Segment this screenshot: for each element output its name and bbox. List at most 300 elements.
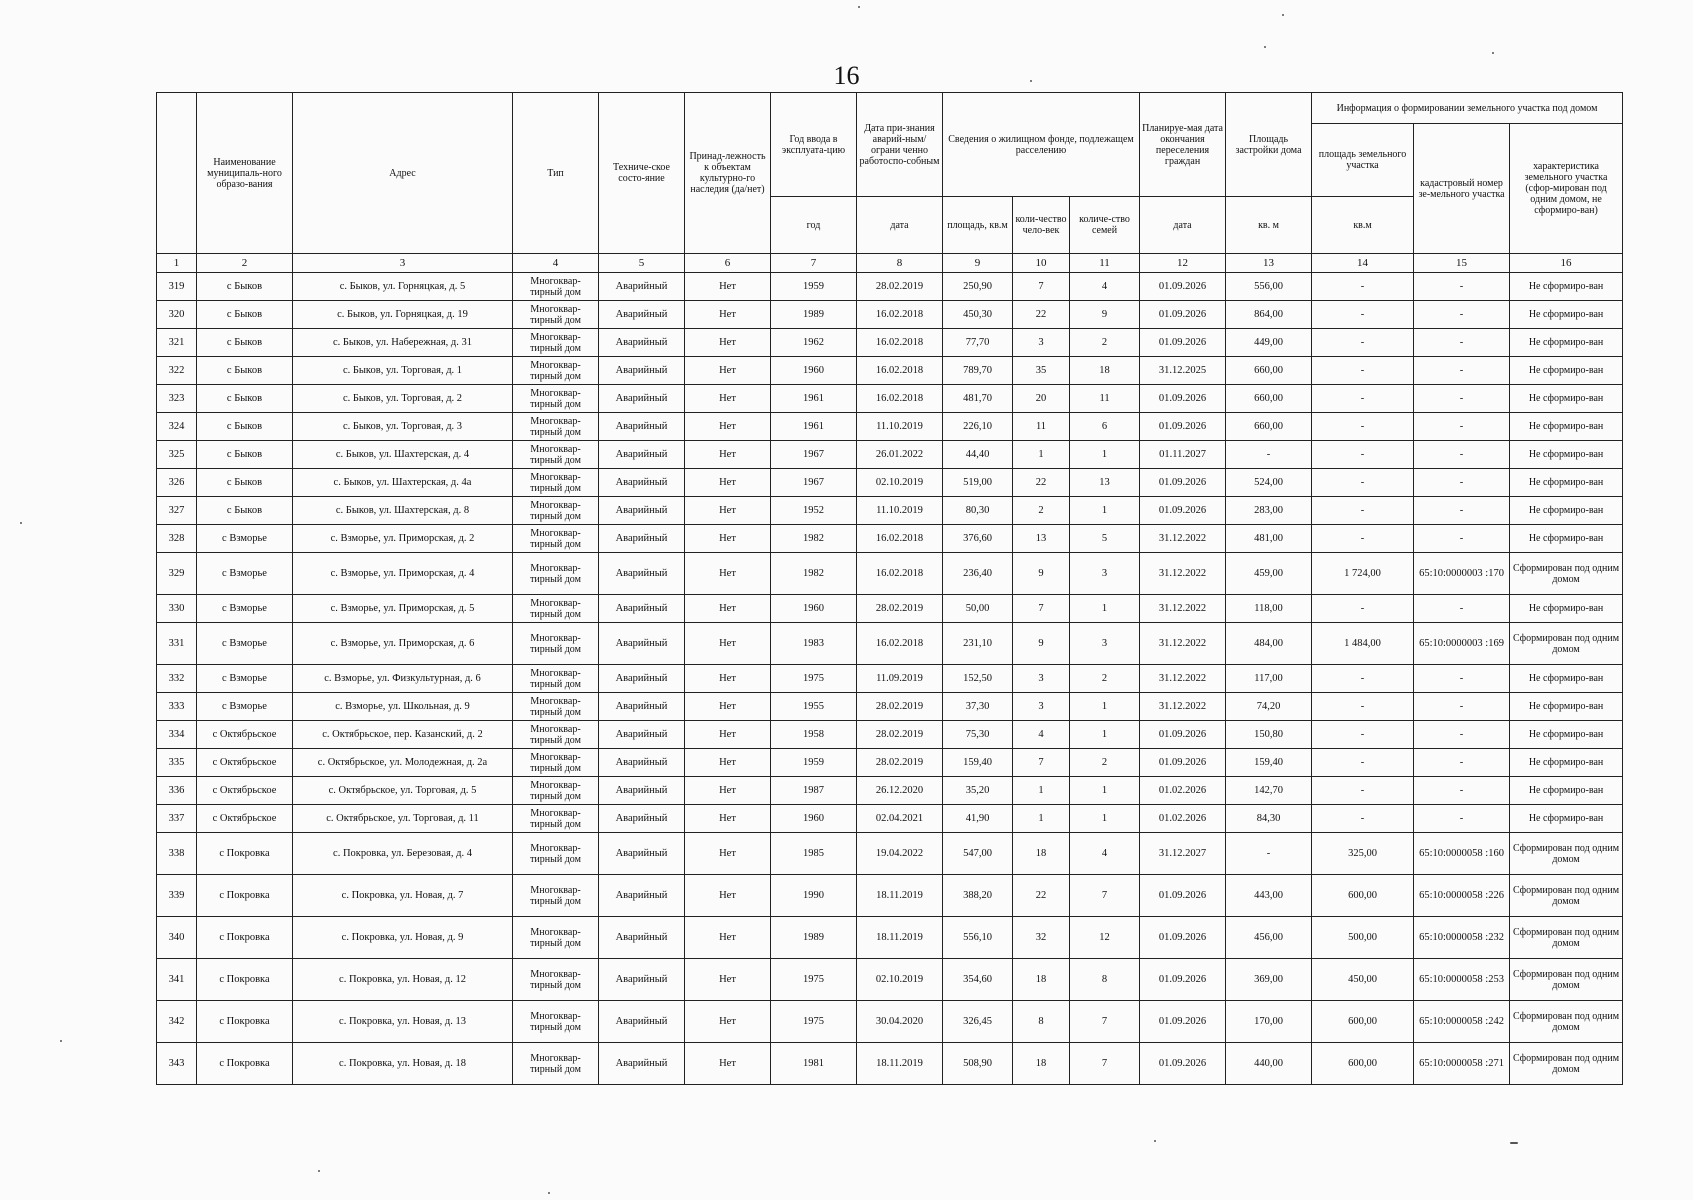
municipality-cell: с Покровка [197, 833, 293, 875]
year-cell: 1960 [771, 805, 857, 833]
address-cell: с. Быков, ул. Торговая, д. 3 [293, 413, 513, 441]
planned-date-cell: 31.12.2025 [1140, 357, 1226, 385]
address-cell: с. Покровка, ул. Новая, д. 7 [293, 875, 513, 917]
header-people: коли-чество чело-век [1013, 197, 1070, 254]
municipality-cell: с Быков [197, 301, 293, 329]
cadastral-cell: - [1414, 385, 1510, 413]
area-cell: 250,90 [943, 273, 1013, 301]
address-cell: с. Октябрьское, ул. Торговая, д. 11 [293, 805, 513, 833]
heritage-cell: Нет [685, 385, 771, 413]
families-cell: 5 [1070, 525, 1140, 553]
cadastral-cell: - [1414, 721, 1510, 749]
state-cell: Аварийный [599, 749, 685, 777]
row-number: 334 [157, 721, 197, 749]
scan-speck [1030, 80, 1032, 82]
state-cell: Аварийный [599, 693, 685, 721]
state-cell: Аварийный [599, 525, 685, 553]
built-area-cell: 84,30 [1226, 805, 1312, 833]
column-number: 5 [599, 254, 685, 273]
planned-date-cell: 01.11.2027 [1140, 441, 1226, 469]
people-cell: 2 [1013, 497, 1070, 525]
heritage-cell: Нет [685, 721, 771, 749]
land-area-cell: - [1312, 777, 1414, 805]
families-cell: 1 [1070, 777, 1140, 805]
built-area-cell: 660,00 [1226, 357, 1312, 385]
municipality-cell: с Покровка [197, 1001, 293, 1043]
state-cell: Аварийный [599, 357, 685, 385]
land-status-cell: Не сформиро-ван [1510, 693, 1623, 721]
planned-date-cell: 01.09.2026 [1140, 329, 1226, 357]
land-status-cell: Не сформиро-ван [1510, 595, 1623, 623]
area-cell: 37,30 [943, 693, 1013, 721]
year-cell: 1983 [771, 623, 857, 665]
land-area-cell: - [1312, 595, 1414, 623]
table-row [157, 693, 1623, 721]
cadastral-cell: - [1414, 301, 1510, 329]
type-cell: Многоквар-тирный дом [513, 833, 599, 875]
built-area-cell: 484,00 [1226, 623, 1312, 665]
state-cell: Аварийный [599, 553, 685, 595]
people-cell: 1 [1013, 441, 1070, 469]
built-area-cell: 660,00 [1226, 413, 1312, 441]
type-cell: Многоквар-тирный дом [513, 385, 599, 413]
planned-date-cell: 01.09.2026 [1140, 497, 1226, 525]
cadastral-cell: - [1414, 665, 1510, 693]
municipality-cell: с Покровка [197, 959, 293, 1001]
emergency-date-cell: 28.02.2019 [857, 273, 943, 301]
cadastral-cell: - [1414, 595, 1510, 623]
planned-date-cell: 01.09.2026 [1140, 721, 1226, 749]
heritage-cell: Нет [685, 805, 771, 833]
municipality-cell: с Взморье [197, 525, 293, 553]
land-area-cell: 1 484,00 [1312, 623, 1414, 665]
column-number: 14 [1312, 254, 1414, 273]
header-technical-state: Техниче-ское состо-яние [599, 93, 685, 254]
year-cell: 1961 [771, 385, 857, 413]
people-cell: 9 [1013, 553, 1070, 595]
header-built-area: Площадь застройки дома [1226, 93, 1312, 197]
emergency-date-cell: 28.02.2019 [857, 721, 943, 749]
planned-date-cell: 01.09.2026 [1140, 749, 1226, 777]
area-cell: 75,30 [943, 721, 1013, 749]
emergency-date-cell: 18.11.2019 [857, 917, 943, 959]
scan-speck [1282, 14, 1284, 16]
header-row-number [157, 93, 197, 254]
scan-speck [318, 1170, 320, 1172]
people-cell: 13 [1013, 525, 1070, 553]
year-cell: 1967 [771, 441, 857, 469]
built-area-cell: 440,00 [1226, 1043, 1312, 1085]
land-area-cell: - [1312, 329, 1414, 357]
year-cell: 1955 [771, 693, 857, 721]
emergency-date-cell: 16.02.2018 [857, 329, 943, 357]
year-cell: 1985 [771, 833, 857, 875]
heritage-cell: Нет [685, 777, 771, 805]
planned-date-cell: 01.09.2026 [1140, 959, 1226, 1001]
type-cell: Многоквар-тирный дом [513, 497, 599, 525]
scan-speck [1510, 1142, 1518, 1144]
land-status-cell: Не сформиро-ван [1510, 301, 1623, 329]
address-cell: с. Взморье, ул. Приморская, д. 4 [293, 553, 513, 595]
land-status-cell: Не сформиро-ван [1510, 777, 1623, 805]
land-status-cell: Не сформиро-ван [1510, 441, 1623, 469]
planned-date-cell: 01.02.2026 [1140, 777, 1226, 805]
row-number: 336 [157, 777, 197, 805]
municipality-cell: с Октябрьское [197, 721, 293, 749]
column-number: 7 [771, 254, 857, 273]
type-cell: Многоквар-тирный дом [513, 329, 599, 357]
row-number: 329 [157, 553, 197, 595]
emergency-date-cell: 30.04.2020 [857, 1001, 943, 1043]
address-cell: с. Покровка, ул. Березовая, д. 4 [293, 833, 513, 875]
header-land-area: площадь земельного участка [1312, 124, 1414, 197]
area-cell: 376,60 [943, 525, 1013, 553]
type-cell: Многоквар-тирный дом [513, 413, 599, 441]
people-cell: 4 [1013, 721, 1070, 749]
built-area-cell: 142,70 [1226, 777, 1312, 805]
header-address: Адрес [293, 93, 513, 254]
header-year-unit: год [771, 197, 857, 254]
built-area-cell: 74,20 [1226, 693, 1312, 721]
families-cell: 4 [1070, 273, 1140, 301]
cadastral-cell: - [1414, 273, 1510, 301]
row-number: 321 [157, 329, 197, 357]
built-area-cell: 443,00 [1226, 875, 1312, 917]
row-number: 333 [157, 693, 197, 721]
state-cell: Аварийный [599, 497, 685, 525]
type-cell: Многоквар-тирный дом [513, 357, 599, 385]
heritage-cell: Нет [685, 595, 771, 623]
land-area-cell: - [1312, 721, 1414, 749]
year-cell: 1967 [771, 469, 857, 497]
row-number: 328 [157, 525, 197, 553]
planned-date-cell: 01.09.2026 [1140, 917, 1226, 959]
year-cell: 1975 [771, 665, 857, 693]
area-cell: 159,40 [943, 749, 1013, 777]
area-cell: 789,70 [943, 357, 1013, 385]
cadastral-cell: - [1414, 413, 1510, 441]
heritage-cell: Нет [685, 273, 771, 301]
table-row [157, 917, 1623, 959]
emergency-date-cell: 18.11.2019 [857, 875, 943, 917]
heritage-cell: Нет [685, 1043, 771, 1085]
municipality-cell: с Быков [197, 357, 293, 385]
table-row [157, 833, 1623, 875]
emergency-date-cell: 16.02.2018 [857, 357, 943, 385]
table-row [157, 721, 1623, 749]
land-area-cell: - [1312, 301, 1414, 329]
state-cell: Аварийный [599, 441, 685, 469]
heritage-cell: Нет [685, 441, 771, 469]
people-cell: 32 [1013, 917, 1070, 959]
land-area-cell: 325,00 [1312, 833, 1414, 875]
header-plan-date-unit: дата [1140, 197, 1226, 254]
cadastral-cell: 65:10:0000058 :226 [1414, 875, 1510, 917]
header-planned-date: Планируе-мая дата окончания переселения граждан [1140, 93, 1226, 197]
year-cell: 1962 [771, 329, 857, 357]
land-area-cell: - [1312, 525, 1414, 553]
cadastral-cell: 65:10:0000058 :253 [1414, 959, 1510, 1001]
header-land-unit: кв.м [1312, 197, 1414, 254]
land-area-cell: - [1312, 441, 1414, 469]
column-number: 1 [157, 254, 197, 273]
year-cell: 1981 [771, 1043, 857, 1085]
heritage-cell: Нет [685, 413, 771, 441]
table-row [157, 777, 1623, 805]
municipality-cell: с Быков [197, 329, 293, 357]
families-cell: 12 [1070, 917, 1140, 959]
address-cell: с. Октябрьское, ул. Молодежная, д. 2а [293, 749, 513, 777]
header-municipality: Наименование муниципаль-ного образо-вания [197, 93, 293, 254]
cadastral-cell: - [1414, 693, 1510, 721]
cadastral-cell: - [1414, 441, 1510, 469]
header-built-unit: кв. м [1226, 197, 1312, 254]
address-cell: с. Взморье, ул. Приморская, д. 6 [293, 623, 513, 665]
land-area-cell: 600,00 [1312, 875, 1414, 917]
planned-date-cell: 01.09.2026 [1140, 385, 1226, 413]
planned-date-cell: 01.09.2026 [1140, 875, 1226, 917]
type-cell: Многоквар-тирный дом [513, 777, 599, 805]
emergency-date-cell: 18.11.2019 [857, 1043, 943, 1085]
planned-date-cell: 01.09.2026 [1140, 1001, 1226, 1043]
area-cell: 152,50 [943, 665, 1013, 693]
land-status-cell: Не сформиро-ван [1510, 749, 1623, 777]
heritage-cell: Нет [685, 623, 771, 665]
scan-speck [60, 1040, 62, 1042]
land-status-cell: Не сформиро-ван [1510, 721, 1623, 749]
year-cell: 1959 [771, 273, 857, 301]
land-area-cell: - [1312, 805, 1414, 833]
planned-date-cell: 31.12.2022 [1140, 623, 1226, 665]
land-status-cell: Сформирован под одним домом [1510, 959, 1623, 1001]
row-number: 338 [157, 833, 197, 875]
built-area-cell: 117,00 [1226, 665, 1312, 693]
header-heritage: Принад-лежность к объектам культурно-го наследия (да/нет) [685, 93, 771, 254]
type-cell: Многоквар-тирный дом [513, 665, 599, 693]
area-cell: 388,20 [943, 875, 1013, 917]
people-cell: 35 [1013, 357, 1070, 385]
table-row [157, 357, 1623, 385]
address-cell: с. Покровка, ул. Новая, д. 18 [293, 1043, 513, 1085]
type-cell: Многоквар-тирный дом [513, 959, 599, 1001]
year-cell: 1960 [771, 357, 857, 385]
emergency-date-cell: 16.02.2018 [857, 301, 943, 329]
year-cell: 1959 [771, 749, 857, 777]
page-number: 16 [833, 61, 860, 90]
state-cell: Аварийный [599, 385, 685, 413]
address-cell: с. Быков, ул. Горняцкая, д. 19 [293, 301, 513, 329]
heritage-cell: Нет [685, 875, 771, 917]
table-row [157, 273, 1623, 301]
heritage-cell: Нет [685, 357, 771, 385]
state-cell: Аварийный [599, 595, 685, 623]
families-cell: 13 [1070, 469, 1140, 497]
built-area-cell: 159,40 [1226, 749, 1312, 777]
families-cell: 3 [1070, 623, 1140, 665]
table-row [157, 329, 1623, 357]
land-area-cell: - [1312, 497, 1414, 525]
heritage-cell: Нет [685, 525, 771, 553]
land-status-cell: Не сформиро-ван [1510, 385, 1623, 413]
land-area-cell: 450,00 [1312, 959, 1414, 1001]
cadastral-cell: - [1414, 805, 1510, 833]
row-number: 332 [157, 665, 197, 693]
emergency-date-cell: 11.09.2019 [857, 665, 943, 693]
type-cell: Многоквар-тирный дом [513, 875, 599, 917]
families-cell: 7 [1070, 875, 1140, 917]
area-cell: 226,10 [943, 413, 1013, 441]
type-cell: Многоквар-тирный дом [513, 749, 599, 777]
land-status-cell: Сформирован под одним домом [1510, 1001, 1623, 1043]
cadastral-cell: 65:10:0000003 :169 [1414, 623, 1510, 665]
area-cell: 354,60 [943, 959, 1013, 1001]
emergency-date-cell: 26.12.2020 [857, 777, 943, 805]
header-date-unit: дата [857, 197, 943, 254]
planned-date-cell: 31.12.2022 [1140, 595, 1226, 623]
scan-speck [548, 1192, 550, 1194]
column-number: 2 [197, 254, 293, 273]
row-number: 337 [157, 805, 197, 833]
people-cell: 7 [1013, 273, 1070, 301]
type-cell: Многоквар-тирный дом [513, 623, 599, 665]
type-cell: Многоквар-тирный дом [513, 525, 599, 553]
land-status-cell: Не сформиро-ван [1510, 357, 1623, 385]
people-cell: 7 [1013, 749, 1070, 777]
land-status-cell: Сформирован под одним домом [1510, 917, 1623, 959]
state-cell: Аварийный [599, 917, 685, 959]
land-status-cell: Сформирован под одним домом [1510, 833, 1623, 875]
municipality-cell: с Быков [197, 497, 293, 525]
area-cell: 519,00 [943, 469, 1013, 497]
land-status-cell: Сформирован под одним домом [1510, 1043, 1623, 1085]
table-row [157, 1043, 1623, 1085]
area-cell: 508,90 [943, 1043, 1013, 1085]
families-cell: 3 [1070, 553, 1140, 595]
type-cell: Многоквар-тирный дом [513, 273, 599, 301]
area-cell: 450,30 [943, 301, 1013, 329]
cadastral-cell: - [1414, 329, 1510, 357]
column-number: 16 [1510, 254, 1623, 273]
table-row [157, 875, 1623, 917]
people-cell: 22 [1013, 875, 1070, 917]
column-number: 9 [943, 254, 1013, 273]
municipality-cell: с Быков [197, 385, 293, 413]
land-area-cell: - [1312, 385, 1414, 413]
planned-date-cell: 01.09.2026 [1140, 1043, 1226, 1085]
planned-date-cell: 01.09.2026 [1140, 301, 1226, 329]
planned-date-cell: 31.12.2022 [1140, 525, 1226, 553]
land-area-cell: 500,00 [1312, 917, 1414, 959]
land-area-cell: - [1312, 273, 1414, 301]
built-area-cell: 283,00 [1226, 497, 1312, 525]
built-area-cell: 481,00 [1226, 525, 1312, 553]
area-cell: 236,40 [943, 553, 1013, 595]
land-status-cell: Не сформиро-ван [1510, 329, 1623, 357]
area-cell: 77,70 [943, 329, 1013, 357]
people-cell: 11 [1013, 413, 1070, 441]
municipality-cell: с Октябрьское [197, 749, 293, 777]
header-emergency-date: Дата при-знания аварий-ным/ограни ченно работоспо-собным [857, 93, 943, 197]
table-row [157, 595, 1623, 623]
type-cell: Многоквар-тирный дом [513, 805, 599, 833]
address-cell: с. Взморье, ул. Приморская, д. 2 [293, 525, 513, 553]
emergency-date-cell: 26.01.2022 [857, 441, 943, 469]
built-area-cell: 660,00 [1226, 385, 1312, 413]
state-cell: Аварийный [599, 413, 685, 441]
municipality-cell: с Октябрьское [197, 777, 293, 805]
year-cell: 1982 [771, 553, 857, 595]
people-cell: 18 [1013, 1043, 1070, 1085]
municipality-cell: с Взморье [197, 665, 293, 693]
state-cell: Аварийный [599, 623, 685, 665]
land-status-cell: Не сформиро-ван [1510, 469, 1623, 497]
people-cell: 1 [1013, 777, 1070, 805]
people-cell: 20 [1013, 385, 1070, 413]
families-cell: 2 [1070, 665, 1140, 693]
planned-date-cell: 01.02.2026 [1140, 805, 1226, 833]
address-cell: с. Взморье, ул. Физкультурная, д. 6 [293, 665, 513, 693]
municipality-cell: с Быков [197, 413, 293, 441]
header-cadastral: кадастровый номер зе-мельного участка [1414, 124, 1510, 254]
planned-date-cell: 31.12.2022 [1140, 553, 1226, 595]
address-cell: с. Быков, ул. Шахтерская, д. 4 [293, 441, 513, 469]
column-number: 6 [685, 254, 771, 273]
emergency-date-cell: 16.02.2018 [857, 385, 943, 413]
heritage-cell: Нет [685, 833, 771, 875]
emergency-date-cell: 16.02.2018 [857, 623, 943, 665]
cadastral-cell: - [1414, 497, 1510, 525]
type-cell: Многоквар-тирный дом [513, 553, 599, 595]
year-cell: 1975 [771, 959, 857, 1001]
municipality-cell: с Октябрьское [197, 805, 293, 833]
land-status-cell: Не сформиро-ван [1510, 413, 1623, 441]
municipality-cell: с Покровка [197, 917, 293, 959]
built-area-cell: 170,00 [1226, 1001, 1312, 1043]
year-cell: 1960 [771, 595, 857, 623]
address-cell: с. Покровка, ул. Новая, д. 12 [293, 959, 513, 1001]
families-cell: 18 [1070, 357, 1140, 385]
table-row [157, 623, 1623, 665]
row-number: 335 [157, 749, 197, 777]
land-area-cell: - [1312, 665, 1414, 693]
cadastral-cell: 65:10:0000003 :170 [1414, 553, 1510, 595]
table-row [157, 301, 1623, 329]
state-cell: Аварийный [599, 469, 685, 497]
land-status-cell: Сформирован под одним домом [1510, 623, 1623, 665]
address-cell: с. Быков, ул. Горняцкая, д. 5 [293, 273, 513, 301]
state-cell: Аварийный [599, 1043, 685, 1085]
column-number: 13 [1226, 254, 1312, 273]
state-cell: Аварийный [599, 805, 685, 833]
built-area-cell: 118,00 [1226, 595, 1312, 623]
emergency-date-cell: 19.04.2022 [857, 833, 943, 875]
table-row [157, 441, 1623, 469]
planned-date-cell: 31.12.2022 [1140, 693, 1226, 721]
municipality-cell: с Взморье [197, 693, 293, 721]
area-cell: 35,20 [943, 777, 1013, 805]
planned-date-cell: 31.12.2027 [1140, 833, 1226, 875]
row-number: 342 [157, 1001, 197, 1043]
municipality-cell: с Быков [197, 441, 293, 469]
row-number: 324 [157, 413, 197, 441]
year-cell: 1982 [771, 525, 857, 553]
families-cell: 7 [1070, 1043, 1140, 1085]
emergency-date-cell: 02.10.2019 [857, 469, 943, 497]
table-row [157, 385, 1623, 413]
families-cell: 1 [1070, 595, 1140, 623]
row-number: 340 [157, 917, 197, 959]
planned-date-cell: 31.12.2022 [1140, 665, 1226, 693]
